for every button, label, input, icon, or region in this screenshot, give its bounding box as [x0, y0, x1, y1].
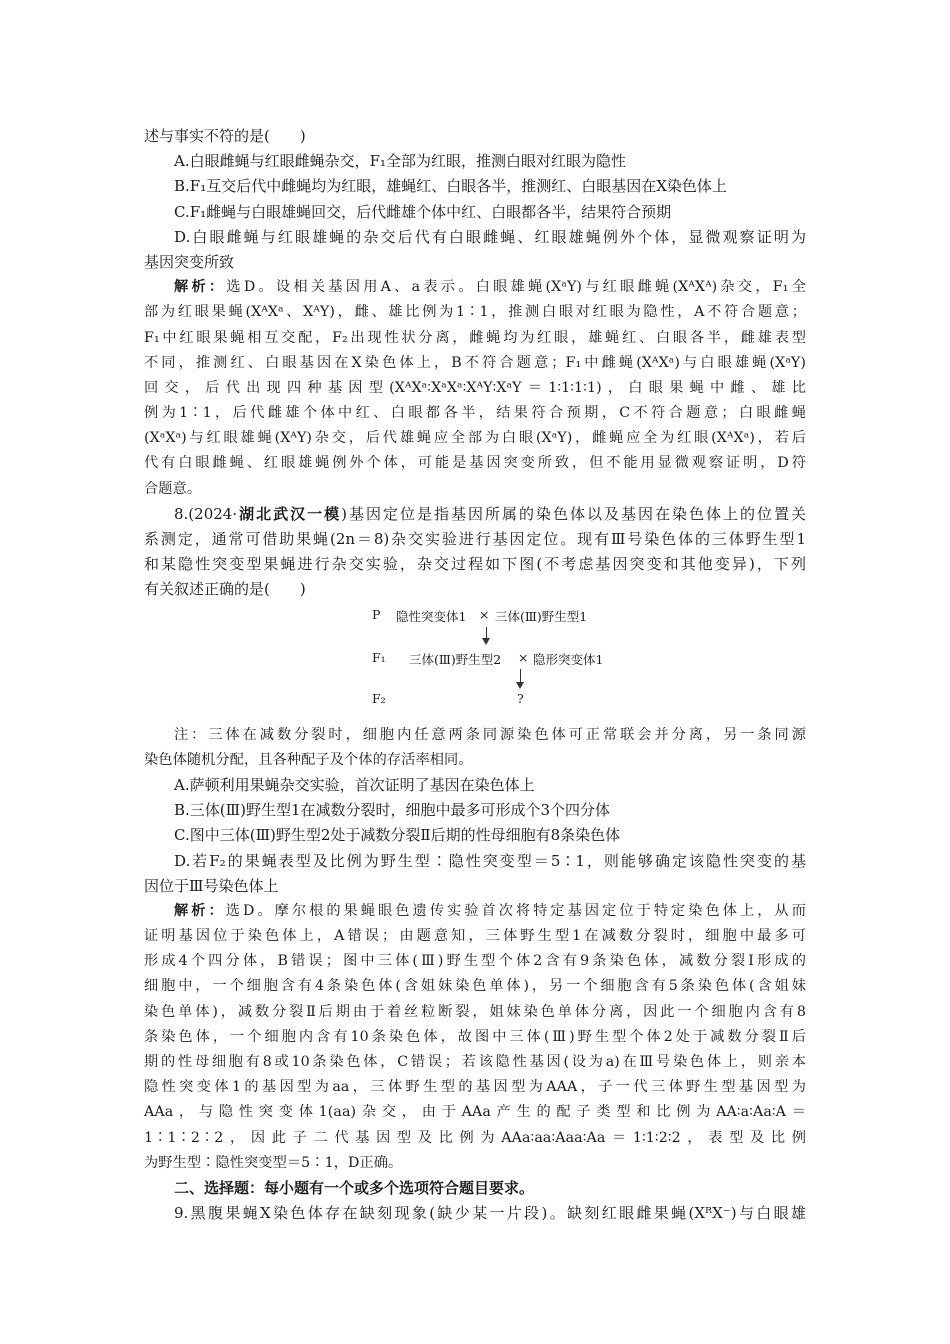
- q8-stem-line: 和某隐性突变型果蝇进行杂交实验，杂交过程如下图(不考虑基因突变和其他变异)，下列: [144, 555, 806, 574]
- q7-analysis-line: F₁中红眼果蝇相互交配，F₂出现性状分离，雌蝇均为红眼，雄蝇红、白眼各半，雌雄表型: [144, 329, 806, 346]
- p-left-parent: 隐性突变体1: [396, 608, 467, 624]
- q8-analysis-line: 形成4个四分体，B错误；图中三体(Ⅲ)野生型个体2含有9条染色体，减数分裂Ⅰ形成的: [144, 953, 806, 970]
- analysis-text: 选D。摩尔根的果蝇眼色遗传实验首次将特定基因定位于特定染色体上，从而: [225, 902, 806, 919]
- q7-analysis-line: 合题意。: [144, 480, 202, 497]
- arrow-head-icon: [516, 682, 524, 689]
- q8-source: 湖北武汉一模: [237, 504, 342, 523]
- q7-option-c: C.F₁雌蝇与白眼雄蝇回交，后代雌雄个体中红、白眼都各半，结果符合预期: [174, 202, 672, 221]
- f2-label: F₂: [372, 690, 386, 706]
- f1-left-parent: 三体(Ⅲ)野生型2: [409, 651, 502, 667]
- q8-option-d-cont: 因位于Ⅲ号染色体上: [144, 876, 279, 895]
- p-right-parent: 三体(Ⅲ)野生型1: [495, 608, 588, 624]
- q8-option-d: D.若F₂的果蝇表型及比例为野生型∶隐性突变型＝5∶1，则能够确定该隐性突变的基: [174, 851, 806, 870]
- analysis-text: 选D。设相关基因用A、a表示。白眼雄蝇(XᵃY)与红眼雌蝇(XᴬXᴬ)杂交，F₁全: [226, 279, 806, 296]
- q8-stem-line: 有关叙述正确的是( ): [144, 580, 306, 599]
- p-label: P: [372, 606, 381, 622]
- cross-diagram: [144, 605, 806, 717]
- q8-analysis-line: 条染色体，一个细胞内含有10条染色体，故图中三体(Ⅲ)野生型个体2处于减数分裂Ⅱ后: [144, 1028, 806, 1045]
- q7-option-d-cont: 基因突变所致: [144, 252, 235, 271]
- q8-analysis-line: 染色单体)，减数分裂Ⅱ后期由于着丝粒断裂，姐妹染色单体分离，因此一个细胞内含有8: [144, 1003, 806, 1020]
- q8-note-cont: 染色体随机分配，且各种配子及个体的存活率相同。: [144, 751, 473, 768]
- cross-symbol: ×: [518, 649, 529, 665]
- q8-analysis-line: 为野生型∶隐性突变型＝5∶1，D正确。: [144, 1154, 403, 1171]
- q8-analysis: [144, 899, 806, 924]
- q8-analysis-line: 隐性突变体1的基因型为aa，三体野生型的基因型为AAA，子一代三体野生型基因型为: [144, 1079, 806, 1096]
- q8-option-b: B.三体(Ⅲ)野生型1在减数分裂时，细胞中最多可形成个3个四分体: [174, 801, 611, 820]
- q7-analysis-line: 不同，推测红、白眼基因在X染色体上，B不符合题意；F₁中雌蝇(XᴬXᵃ)与白眼雄蝇(XᵃY): [144, 354, 806, 371]
- q7-option-a: A.白眼雌蝇与红眼雌蝇杂交，F₁全部为红眼，推测白眼对红眼为隐性: [174, 152, 627, 171]
- q9-stem: 9.黑腹果蝇X染色体存在缺刻现象(缺少某一片段)。缺刻红眼雌果蝇(XᴿX⁻)与白眼雄: [174, 1204, 806, 1223]
- q8-number: 8.(2024·: [174, 504, 238, 523]
- analysis-label: 解析：: [174, 902, 226, 919]
- q8-option-c: C.图中三体(Ⅲ)野生型2处于减数分裂Ⅱ后期的性母细胞有8条染色体: [174, 826, 621, 845]
- cross-symbol: ×: [479, 606, 490, 622]
- q7-analysis-line: (XᵃXᵃ)与红眼雄蝇(XᴬY)杂交，后代雄蝇应全部为白眼(XᵃY)，雌蝇应全为红眼(XᴬXᵃ)，若后: [144, 430, 806, 447]
- q7-analysis-line: 例为1∶1，后代雌雄个体中红、白眼都各半，结果符合预期，C不符合题意；白眼雌蝇: [144, 405, 806, 422]
- f2-result: ?: [517, 690, 524, 706]
- q8-option-a: A.萨顿利用果蝇杂交实验，首次证明了基因在染色体上: [174, 775, 535, 794]
- q8-analysis-line: AAa，与隐性突变体1(aa)杂交，由于AAa产生的配子类型和比例为AA∶a∶Aa∶A＝: [144, 1104, 806, 1121]
- q7-option-d: D.白眼雌蝇与红眼雄蝇的杂交后代有白眼雌蝇、红眼雄蝇例外个体，显微观察证明为: [174, 227, 806, 246]
- document-page: [144, 124, 806, 1226]
- arrow-head-icon: [482, 638, 490, 645]
- q7-analysis: [144, 275, 806, 300]
- f1-label: F₁: [372, 649, 386, 665]
- q7-stem-tail: 述与事实不符的是( ): [144, 127, 306, 145]
- q8-analysis-line: 期的性母细胞有8或10条染色体，C错误；若该隐性基因(设为a)在Ⅲ号染色体上，则亲本: [144, 1054, 806, 1070]
- q8-analysis-line: 证明基因位于染色体上，A错误；由题意知，三体野生型1在减数分裂时，细胞中最多可: [144, 928, 806, 945]
- q8-stem-line: 系测定，通常可借助果蝇(2n＝8)杂交实验进行基因定位。现有Ⅲ号染色体的三体野生型1: [144, 530, 806, 548]
- f1-right-parent: 隐形突变体1: [533, 651, 604, 667]
- q8-analysis-line: 细胞中，一个细胞含有4条染色体(含姐妹染色单体)，另一个细胞含有5条染色体(含姐妹: [144, 978, 806, 995]
- q8-stem-text: )基因定位是指基因所属的染色体以及基因在染色体上的位置关: [341, 504, 806, 523]
- q7-analysis-line: 部为红眼果蝇(XᴬXᵃ、XᴬY)，雌、雄比例为1∶1，推测白眼对红眼为隐性，A不符合题意；: [144, 304, 806, 321]
- section-heading: 二、选择题：每小题有一个或多个选项符合题目要求。: [174, 1178, 535, 1197]
- q7-analysis-line: 回交，后代出现四种基因型(XᴬXᵃ∶XᵃXᵃ∶XᴬY∶XᵃY＝1∶1∶1∶1)，白眼果蝇中雌、雄比: [144, 379, 806, 396]
- q8-stem: [144, 502, 806, 527]
- q7-option-b: B.F₁互交后代中雌蝇均为红眼，雄蝇红、白眼各半，推测红、白眼基因在X染色体上: [174, 177, 727, 196]
- q8-analysis-line: 1∶1∶2∶2，因此子二代基因型及比例为AAa∶aa∶Aaa∶Aa＝1∶1∶2∶2，表型及比例: [144, 1129, 806, 1146]
- q8-note: 注：三体在减数分裂时，细胞内任意两条同源染色体可正常联会并分离，另一条同源: [174, 726, 806, 743]
- analysis-label: 解析：: [174, 279, 227, 296]
- q7-analysis-line: 代有白眼雌蝇、红眼雄蝇例外个体，可能是基因突变所致，但不能用显微观察证明，D符: [144, 455, 806, 472]
